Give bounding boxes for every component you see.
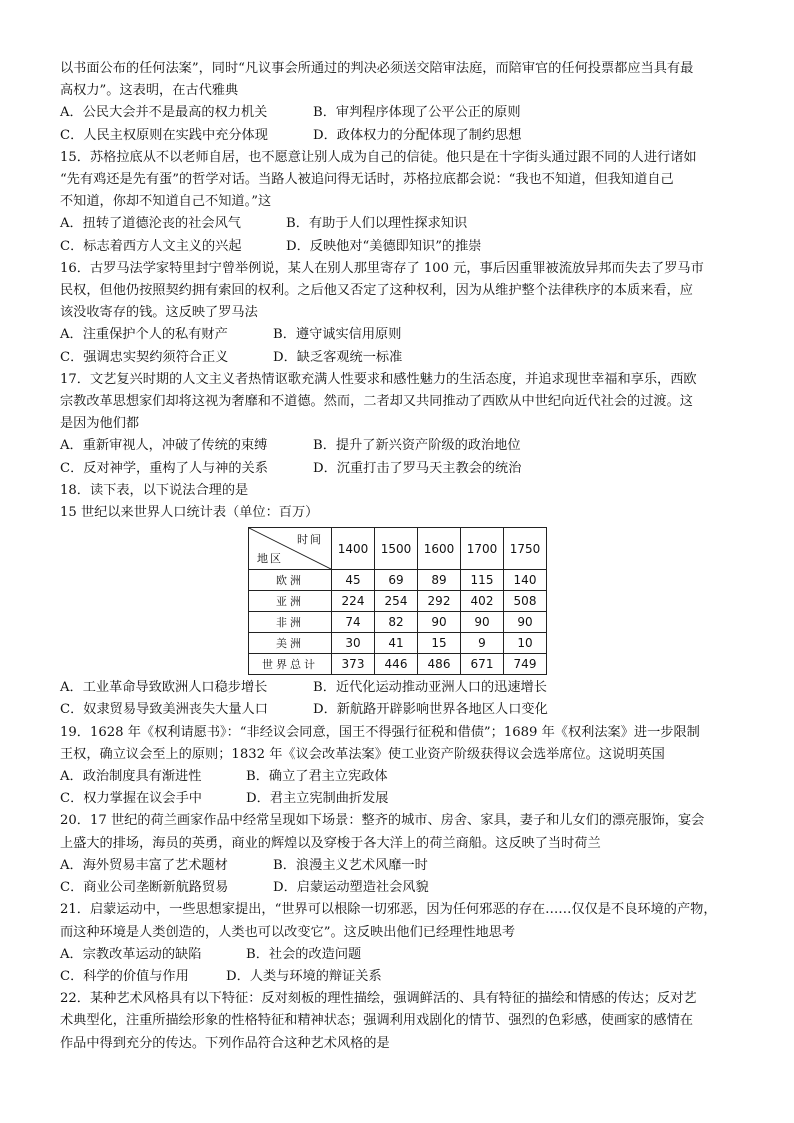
question-16-stem: 该没收寄存的钱。这反映了罗马法	[60, 305, 258, 321]
option-c: C．奴隶贸易导致美洲丧失大量人口	[60, 702, 268, 718]
region-cell: 美洲	[249, 633, 332, 654]
question-16-stem: 16．古罗马法学家特里封宁曾举例说，某人在别人那里寄存了 100 元，事后因重罪被流放异邦而失去了罗马市	[60, 260, 704, 276]
value-cell: 89	[418, 570, 461, 591]
value-cell: 69	[375, 570, 418, 591]
year-header: 1500	[375, 528, 418, 570]
question-15-stem: 15．苏格拉底从不以老师自居，也不愿意让别人成为自己的信徒。他只是在十字街头通过跟不同的人进行诸如	[60, 149, 697, 165]
option-a: A．注重保护个人的私有财产	[60, 327, 228, 343]
question-text-line: 高权力”。这表明，在古代雅典	[60, 83, 239, 99]
options-row	[60, 236, 742, 258]
value-cell: 90	[418, 612, 461, 633]
option-a: A．宗教改革运动的缺陷	[60, 946, 202, 962]
options-row	[60, 458, 742, 480]
value-cell: 74	[332, 612, 375, 633]
value-cell: 82	[375, 612, 418, 633]
year-header: 1700	[461, 528, 504, 570]
value-cell: 45	[332, 570, 375, 591]
options-row	[60, 435, 742, 457]
question-17-stem: 是因为他们都	[60, 416, 140, 432]
question-17-stem: 17．文艺复兴时期的人文主义者热情讴歌充满人性要求和感性魅力的生活态度，并追求现世幸福和享乐，西欧	[60, 371, 697, 387]
option-a: A．重新审视人，冲破了传统的束缚	[60, 438, 268, 454]
question-21-stem: 21．启蒙运动中，一些思想家提出，“世界可以根除一切邪恶，因为任何邪恶的存在……仅仅是不良环境的产物，	[60, 902, 717, 918]
value-cell: 90	[461, 612, 504, 633]
option-a: A．海外贸易丰富了艺术题材	[60, 857, 228, 873]
exam-page	[60, 58, 742, 1055]
option-b: B．近代化运动推动亚洲人口的迅速增长	[313, 680, 547, 696]
option-d: D．启蒙运动塑造社会风貌	[273, 880, 429, 896]
value-cell: 90	[504, 612, 547, 633]
header-region-label: 地区	[257, 552, 283, 566]
options-row	[60, 102, 742, 124]
option-b: B．提升了新兴资产阶级的政治地位	[313, 438, 521, 454]
option-c: C．权力掌握在议会手中	[60, 791, 202, 807]
region-cell: 欧洲	[249, 570, 332, 591]
options-row	[60, 788, 742, 810]
option-d: D．沉重打击了罗马天主教会的统治	[313, 460, 522, 476]
question-20-stem: 上盛大的排场，海员的英勇，商业的辉煌以及穿梭于各大洋上的荷兰商船。这反映了当时荷兰	[60, 835, 601, 851]
value-cell: 671	[461, 654, 504, 675]
question-18-stem: 18．读下表，以下说法合理的是	[60, 482, 249, 498]
value-cell: 30	[332, 633, 375, 654]
option-d: D．反映他对“美德即知识”的推崇	[286, 238, 482, 254]
region-cell: 亚洲	[249, 591, 332, 612]
option-c: C．强调忠实契约须符合正义	[60, 349, 229, 365]
value-cell: 9	[461, 633, 504, 654]
question-22-stem: 术典型化，注重所描绘形象的性格特征和精神状态；强调利用戏剧化的情节、强烈的色彩感，使画家的感情在	[60, 1013, 693, 1029]
option-b: B．浪漫主义艺术风靡一时	[273, 857, 428, 873]
option-a: A．扭转了道德沦丧的社会风气	[60, 216, 241, 232]
table-row	[249, 633, 547, 654]
question-21-stem: 而这种环境是人类创造的，人类也可以改变它”。这反映出他们已经理性地思考	[60, 924, 516, 940]
value-cell: 292	[418, 591, 461, 612]
year-header: 1750	[504, 528, 547, 570]
option-a: A．政治制度具有渐进性	[60, 769, 202, 785]
options-row	[60, 213, 742, 235]
option-a: A．工业革命导致欧洲人口稳步增长	[60, 680, 268, 696]
table-header-row	[249, 528, 547, 570]
question-text-line: 以书面公布的任何法案”，同时“凡议事会所通过的判决必须送交陪审法庭，而陪审官的任何投票都应当具有最	[60, 61, 694, 76]
value-cell: 749	[504, 654, 547, 675]
value-cell: 254	[375, 591, 418, 612]
options-row	[60, 855, 742, 877]
value-cell: 10	[504, 633, 547, 654]
option-d: D．政体权力的分配体现了制约思想	[313, 127, 522, 143]
year-header: 1600	[418, 528, 461, 570]
option-b: B．审判程序体现了公平公正的原则	[313, 105, 521, 121]
population-table	[248, 527, 547, 675]
options-row	[60, 324, 742, 346]
value-cell: 402	[461, 591, 504, 612]
option-b: B．遵守诚实信用原则	[273, 327, 402, 343]
question-22-stem: 作品中得到充分的传达。下列作品符合这种艺术风格的是	[60, 1035, 390, 1051]
question-16-stem: 民权，但他仍按照契约拥有索回的权利。之后他又否定了这种权利，因为从维护整个法律秩序的本质来看，应	[60, 283, 693, 299]
region-cell: 世界总计	[249, 654, 332, 675]
options-row	[60, 677, 742, 699]
options-row	[60, 699, 742, 721]
option-b: B．有助于人们以理性探求知识	[286, 216, 468, 232]
option-d: D．缺乏客观统一标准	[273, 349, 403, 365]
options-row	[60, 347, 742, 369]
value-cell: 486	[418, 654, 461, 675]
value-cell: 41	[375, 633, 418, 654]
options-row	[60, 125, 742, 147]
value-cell: 140	[504, 570, 547, 591]
table-row	[249, 612, 547, 633]
value-cell: 224	[332, 591, 375, 612]
option-b: B．社会的改造问题	[246, 946, 362, 962]
question-19-stem: 19．1628 年《权利请愿书》：“非经议会同意，国王不得强行征税和借债”；1689 年《权利法案》进一步限制	[60, 724, 700, 740]
header-time-label: 时间	[297, 533, 323, 547]
table-row	[249, 654, 547, 675]
year-header: 1400	[332, 528, 375, 570]
option-d: D．新航路开辟影响世界各地区人口变化	[313, 702, 548, 718]
options-row	[60, 966, 742, 988]
option-d: D．君主立宪制曲折发展	[246, 791, 389, 807]
question-15-stem: “先有鸡还是先有蛋”的哲学对话。当路人被追问得无话时，苏格拉底都会说：“我也不知道，但我知道自己	[60, 172, 674, 188]
option-d: D．人类与环境的辩证关系	[226, 968, 382, 984]
option-c: C．标志着西方人文主义的兴起	[60, 238, 242, 254]
value-cell: 446	[375, 654, 418, 675]
question-19-stem: 王权，确立议会至上的原则；1832 年《议会改革法案》使工业资产阶级获得议会选举席位。这说明英国	[60, 746, 665, 762]
value-cell: 15	[418, 633, 461, 654]
options-row	[60, 944, 742, 966]
question-20-stem: 20．17 世纪的荷兰画家作品中经常呈现如下场景：整齐的城市、房舍、家具，妻子和儿女们的漂亮服饰，宴会	[60, 813, 705, 829]
value-cell: 373	[332, 654, 375, 675]
table-caption: 15 世纪以来世界人口统计表（单位：百万）	[60, 505, 319, 521]
options-row	[60, 877, 742, 899]
option-b: B．确立了君主立宪政体	[246, 769, 388, 785]
option-c: C．人民主权原则在实践中充分体现	[60, 127, 268, 143]
value-cell: 508	[504, 591, 547, 612]
option-c: C．反对神学，重构了人与神的关系	[60, 460, 268, 476]
question-17-stem: 宗教改革思想家们却将这视为奢靡和不道德。然而，二者却又共同推动了西欧从中世纪向近代社会的过渡。这	[60, 394, 693, 410]
question-15-stem: 不知道，你却不知道自己不知道。”这	[60, 194, 272, 210]
value-cell: 115	[461, 570, 504, 591]
region-cell: 非洲	[249, 612, 332, 633]
table-row	[249, 570, 547, 591]
option-c: C．商业公司垄断新航路贸易	[60, 880, 229, 896]
diagonal-header-cell	[249, 528, 332, 570]
table-row	[249, 591, 547, 612]
options-row	[60, 766, 742, 788]
option-a: A．公民大会并不是最高的权力机关	[60, 105, 268, 121]
question-22-stem: 22．某种艺术风格具有以下特征：反对刻板的理性描绘，强调鲜活的、具有特征的描绘和情感的传达；反对艺	[60, 991, 697, 1007]
option-c: C．科学的价值与作用	[60, 968, 189, 984]
